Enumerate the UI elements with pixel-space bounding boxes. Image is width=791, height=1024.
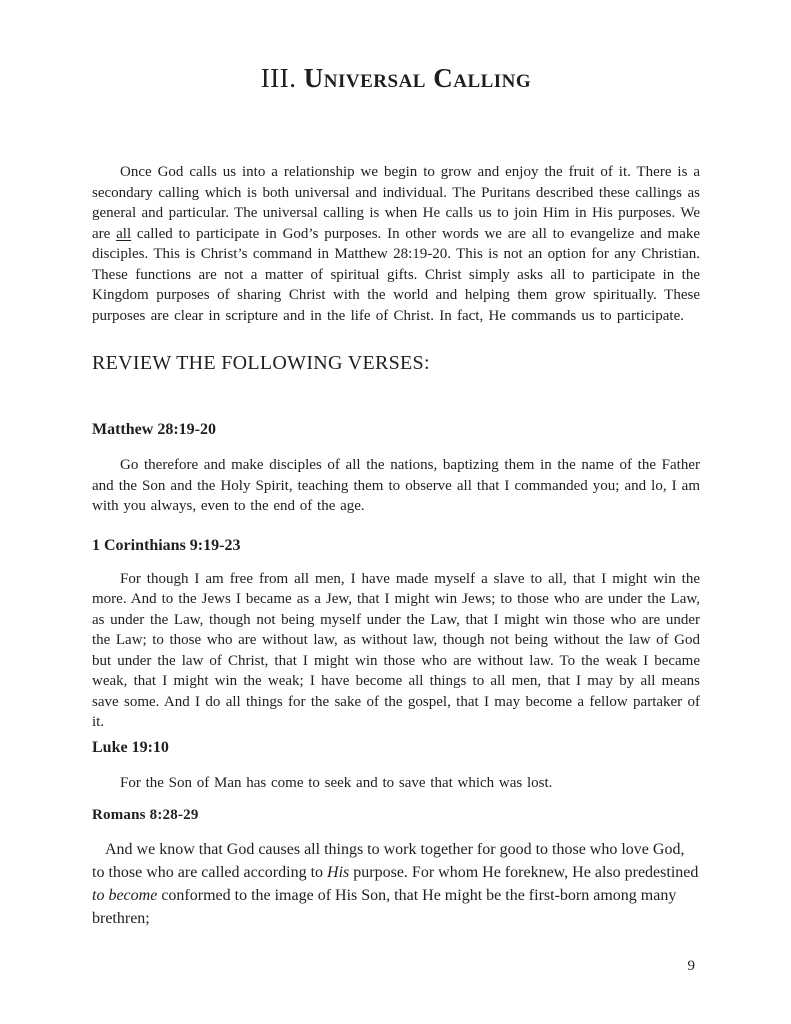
title-numeral: III.: [260, 63, 297, 93]
verse-text-romans: [92, 838, 700, 930]
intro-segment-1: Once God calls us into a relationship we begin to grow and enjoy the fruit of it. There is a secondary calling which is both universal and individual. The Puritans described these callings as general and particular. The universal calling is when He calls us to join Him in His purposes. We are: [92, 164, 700, 242]
intro-paragraph: [92, 162, 700, 326]
romans-segment-2: purpose. For whom He foreknew, He also predestined: [349, 864, 699, 881]
intro-underlined-word: all: [116, 225, 132, 242]
romans-segment-3: conformed to the image of His Son, that He might be the first-born among many brethren;: [92, 887, 677, 927]
verse-reference-luke: Luke 19:10: [92, 738, 169, 756]
romans-italic-to-become: to become: [92, 887, 158, 904]
page-number: 9: [687, 958, 695, 974]
verse-reference-corinthians: 1 Corinthians 9:19-23: [92, 536, 241, 554]
romans-segment-1: And we know that God causes all things to work together for good to those who love God, to those who are called according to: [92, 841, 685, 881]
verse-reference-romans: Romans 8:28-29: [92, 807, 199, 823]
title-text: Universal Calling: [303, 63, 532, 93]
page-title: [92, 63, 700, 94]
verse-text-corinthians: For though I am free from all men, I have made myself a slave to all, that I might win the more. And to the Jews I became as a Jew, that I might win Jews; to those who are under the Law, as under the Law, though not being myself under the Law, that I might win those who are under the Law; to those who are without law, as without law, though not being without the law of God but under the law of Christ, that I might win those who are without law. To the weak I became weak, that I might win the weak; I have become all things to all men, that I may by all means save some. And I do all things for the sake of the gospel, that I may become a fellow partaker of it.: [92, 570, 700, 730]
verse-reference-matthew: Matthew 28:19-20: [92, 421, 216, 438]
verse-text-luke: For the Son of Man has come to seek and to save that which was lost.: [120, 774, 553, 791]
section-heading: REVIEW THE FOLLOWING VERSES:: [92, 352, 430, 374]
intro-segment-2: called to participate in God’s purposes. In other words we are all to evangelize and make disciples. This is Christ’s command in Matthew 28:19-20. This is not an option for any Christian. These functions are not a matter of spiritual gifts. Christ simply asks all to participate in the Kingdom purposes of sharing Christ with the world and helping them grow spiritually. These purposes are clear in scripture and in the life of Christ. In fact, He commands us to participate.: [92, 225, 701, 324]
romans-italic-his: His: [327, 864, 350, 881]
verse-text-matthew: Go therefore and make disciples of all the nations, baptizing them in the name of the Father and the Son and the Holy Spirit, teaching them to observe all that I commanded you; and lo, I am with you always, even to the end of the age.: [92, 457, 700, 514]
